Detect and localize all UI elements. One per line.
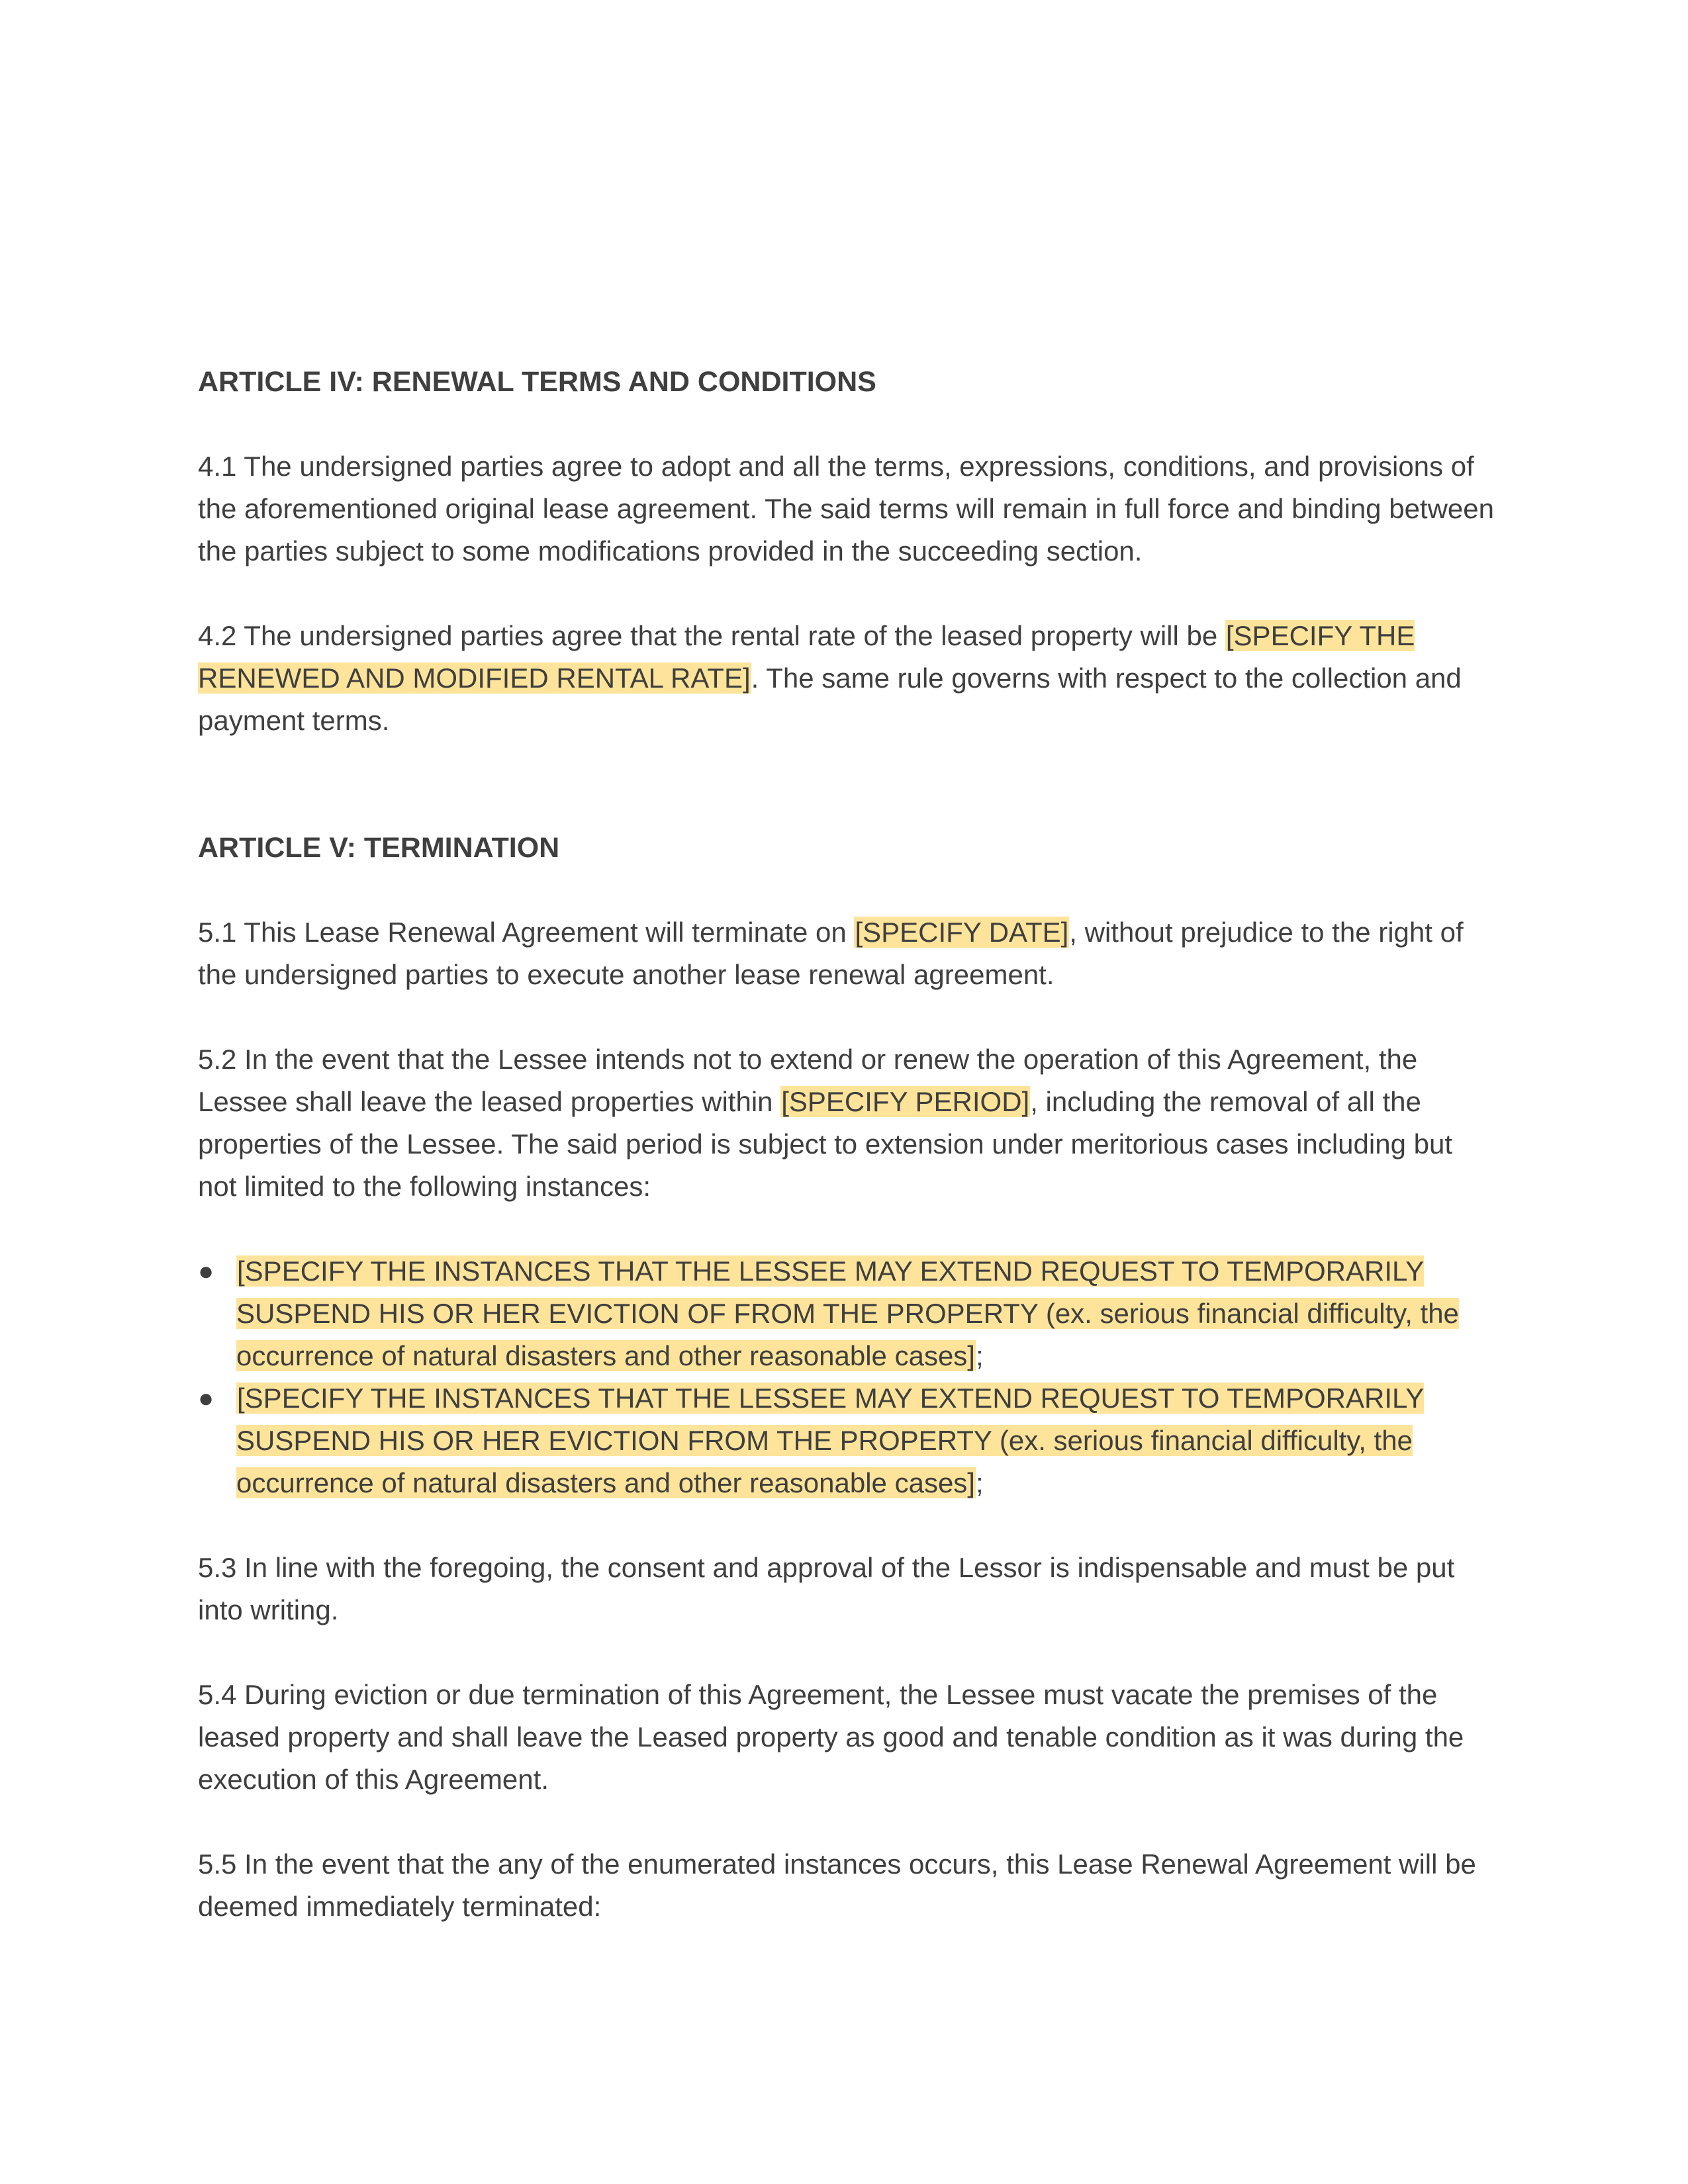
clause-4-2-text: 4.2 The undersigned parties agree that the rental rate of the leased property will be xyxy=(198,620,1225,651)
list-item xyxy=(198,1250,1495,1377)
list-item-punctuation: ; xyxy=(975,1467,984,1498)
clause-5-1-text-end: , without prejudice to the right of the undersigned parties to execute another lease renewal agreement. xyxy=(198,917,1464,990)
list-item xyxy=(198,1377,1495,1504)
list-item-punctuation: ; xyxy=(975,1340,984,1371)
clause-4-1: 4.1 The undersigned parties agree to adopt and all the terms, expressions, conditions, and provisions of the aforementioned original lease agreement. The said terms will remain in full force and binding between the parties subject to some modifications provided in the succeeding section. xyxy=(198,451,1495,567)
clause-4-2-text-end: . The same rule governs with respect to the collection and payment terms. xyxy=(198,662,1462,736)
clause-5-2 xyxy=(198,1038,1495,1208)
bullet-icon: ● xyxy=(198,1384,214,1413)
instances-placeholder[interactable]: [SPECIFY THE INSTANCES THAT THE LESSEE MAY EXTEND REQUEST TO TEMPORARILY SUSPEND HIS OR HER EVICTION OF FROM THE PROPERTY (ex. serious financial difficulty, the occurrence of natural disasters and other reasonable cases] xyxy=(236,1255,1459,1371)
clause-5-4: 5.4 During eviction or due termination of this Agreement, the Lessee must vacate the premises of the leased property and shall leave the Leased property as good and tenable condition as it was during the execution of this Agreement. xyxy=(198,1679,1464,1795)
article-v-heading: ARTICLE V: TERMINATION xyxy=(198,832,560,864)
rental-rate-placeholder[interactable]: [SPECIFY THE RENEWED AND MODIFIED RENTAL RATE] xyxy=(198,620,1415,694)
document-body xyxy=(198,361,1495,1928)
clause-5-1 xyxy=(198,911,1495,996)
period-placeholder[interactable]: [SPECIFY PERIOD] xyxy=(781,1086,1030,1117)
clause-5-2-text-end: , including the removal of all the properties of the Lessee. The said period is subject to extension under meritorious cases including but not limited to the following instances: xyxy=(198,1086,1452,1202)
instances-placeholder[interactable]: [SPECIFY THE INSTANCES THAT THE LESSEE MAY EXTEND REQUEST TO TEMPORARILY SUSPEND HIS OR HER EVICTION FROM THE PROPERTY (ex. serious financial difficulty, the occurrence of natural disasters and other reasonable cases] xyxy=(236,1383,1425,1498)
clause-5-5: 5.5 In the event that the any of the enumerated instances occurs, this Lease Renewal Agreement will be deemed immediately terminated: xyxy=(198,1848,1476,1922)
instances-list xyxy=(198,1250,1495,1504)
clause-4-2 xyxy=(198,615,1495,742)
bullet-icon: ● xyxy=(198,1257,214,1286)
date-placeholder[interactable]: [SPECIFY DATE] xyxy=(855,917,1069,948)
clause-5-2-text: 5.2 In the event that the Lessee intends not to extend or renew the operation of this Agreement, the Lessee shall leave the leased properties within xyxy=(198,1044,1418,1117)
clause-5-3: 5.3 In line with the foregoing, the consent and approval of the Lessor is indispensable and must be put into writing. xyxy=(198,1552,1455,1625)
article-iv-heading: ARTICLE IV: RENEWAL TERMS AND CONDITIONS xyxy=(198,366,876,398)
clause-5-1-text: 5.1 This Lease Renewal Agreement will terminate on xyxy=(198,917,855,948)
